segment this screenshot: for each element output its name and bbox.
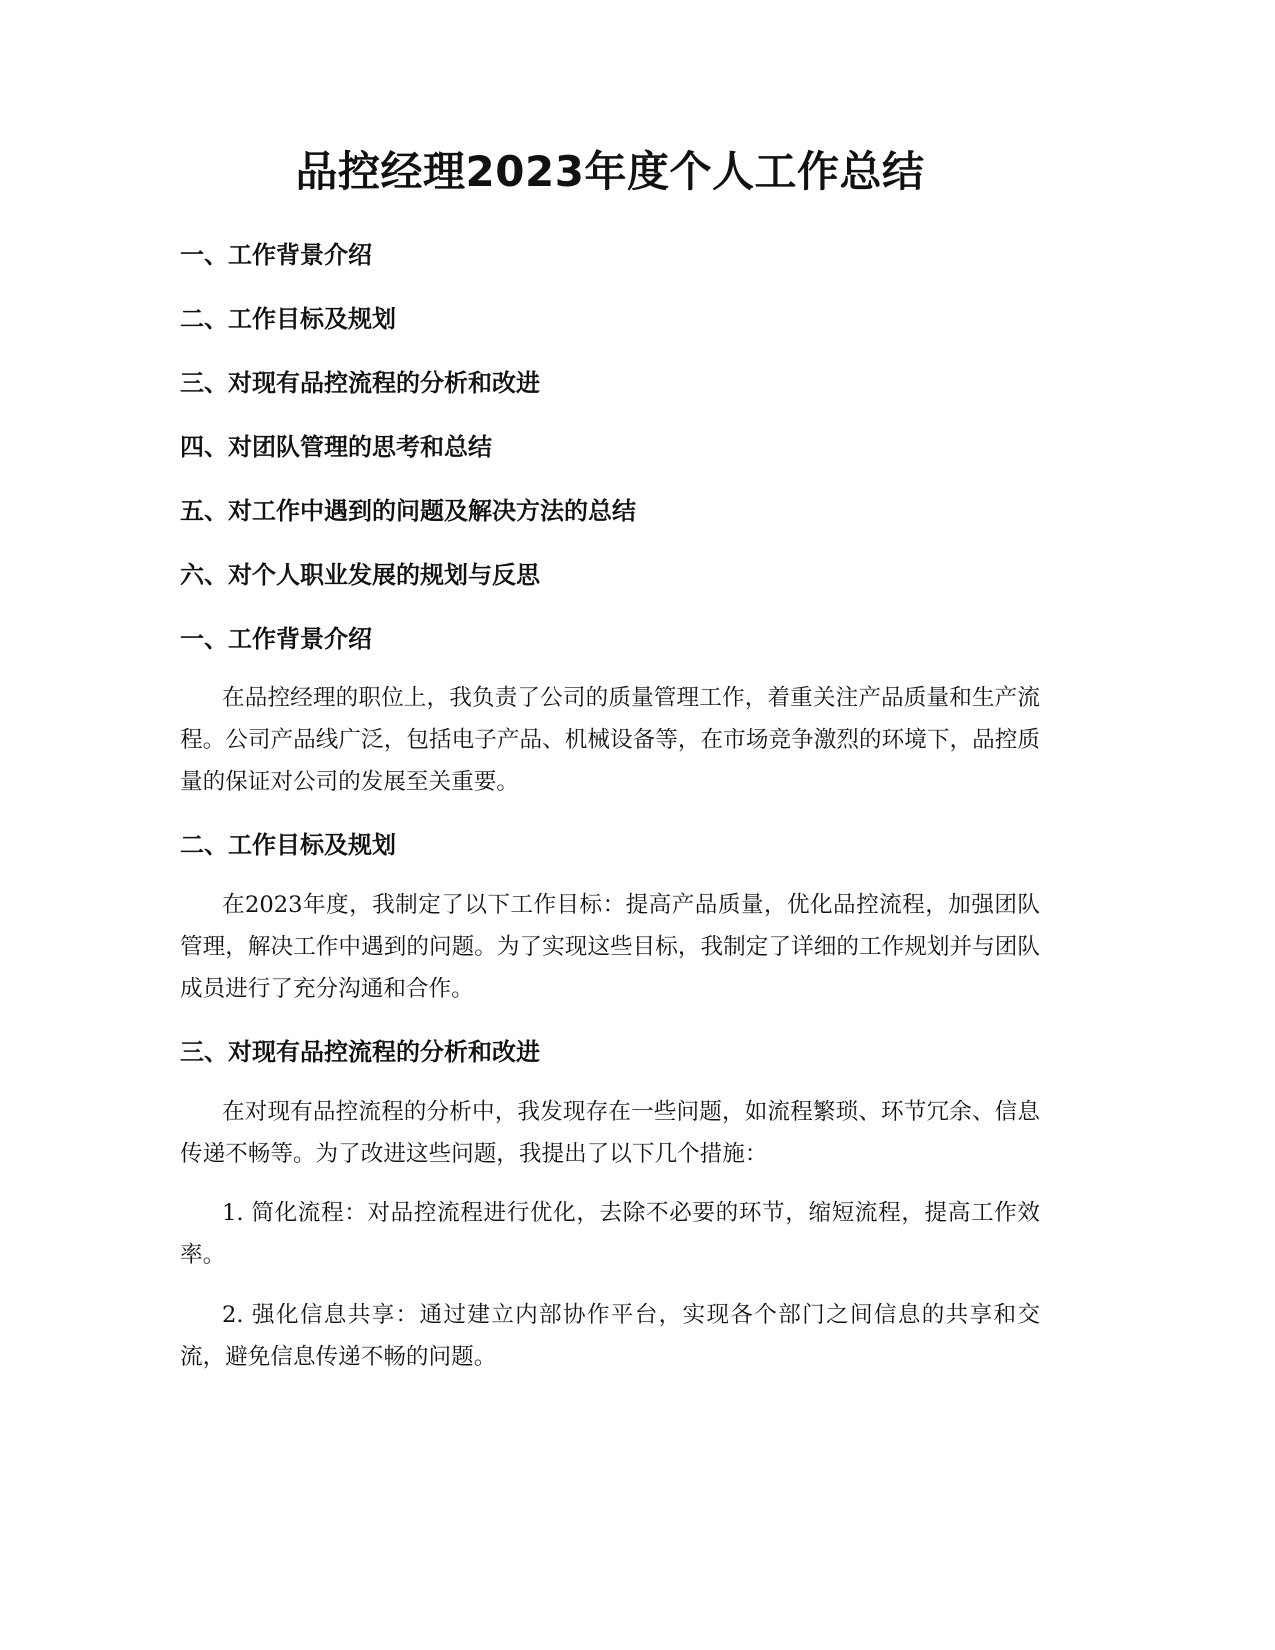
document-page [180,0,1040,1650]
toc-item-6: 六、对个人职业发展的规划与反思 [180,561,540,589]
toc-item-5: 五、对工作中遇到的问题及解决方法的总结 [180,497,636,525]
section-paragraph: 在品控经理的职位上，我负责了公司的质量管理工作，着重关注产品质量和生产流程。公司产品线广泛，包括电子产品、机械设备等，在市场竞争激烈的环境下，品控质量的保证对公司的发展至关重要。 [180,685,1040,795]
section-paragraph: 在对现有品控流程的分析中，我发现存在一些问题，如流程繁琐、环节冗余、信息传递不畅等。为了改进这些问题，我提出了以下几个措施： [180,1099,1040,1167]
section-heading: 二、工作目标及规划 [180,831,396,859]
toc-item-1: 一、工作背景介绍 [180,241,372,269]
section-paragraph: 在2023年度，我制定了以下工作目标：提高产品质量，优化品控流程，加强团队管理，解决工作中遇到的问题。为了实现这些目标，我制定了详细的工作规划并与团队成员进行了充分沟通和合作。 [180,892,1040,1002]
toc-item-3: 三、对现有品控流程的分析和改进 [180,369,540,397]
list-item: 2. 强化信息共享：通过建立内部协作平台，实现各个部门之间信息的共享和交流，避免信息传递不畅的问题。 [180,1302,1040,1370]
section-heading: 三、对现有品控流程的分析和改进 [180,1038,540,1066]
document-title: 品控经理2023年度个人工作总结 [295,147,925,196]
toc-item-2: 二、工作目标及规划 [180,305,396,333]
section-heading: 一、工作背景介绍 [180,625,372,653]
toc-item-4: 四、对团队管理的思考和总结 [180,433,492,461]
list-item: 1. 简化流程：对品控流程进行优化，去除不必要的环节，缩短流程，提高工作效率。 [180,1200,1040,1268]
